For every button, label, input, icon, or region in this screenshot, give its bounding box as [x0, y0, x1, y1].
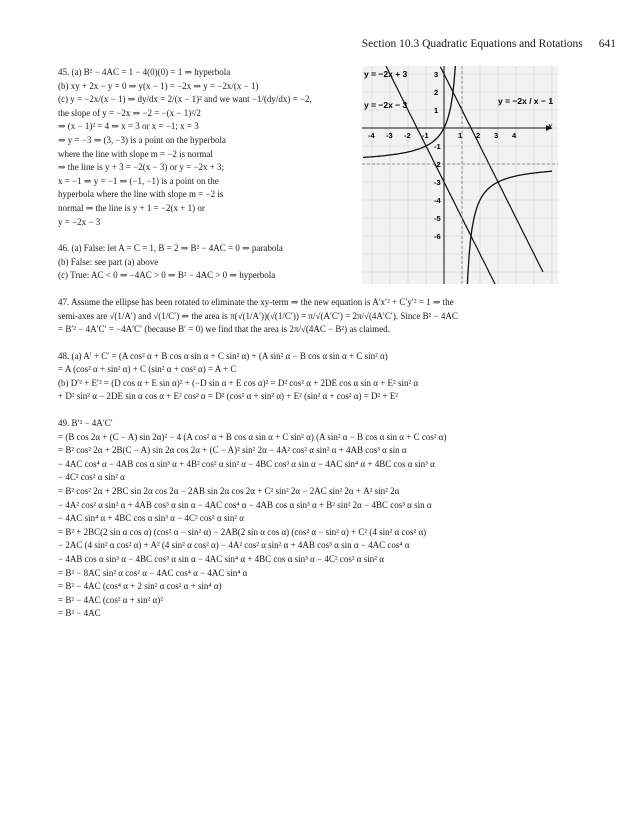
- text-line: = A (cos² α + sin² α) + C (sin² α + cos² α) = A + C: [58, 364, 237, 375]
- tick-label-x: -3: [386, 131, 393, 140]
- tick-label-y: 1: [434, 106, 439, 115]
- tick-label-y: 3: [434, 70, 439, 79]
- page-header: [362, 38, 616, 50]
- text-line: 45. (a) B² − 4AC = 1 − 4(0)(0) = 1 ⇒ hyperbola: [58, 67, 231, 77]
- tick-label-y: -5: [434, 214, 441, 223]
- tick-label-x: 1: [458, 131, 463, 140]
- tick-label-y: -6: [434, 232, 441, 241]
- text-line: 49. B′² − 4A′C′: [58, 418, 113, 429]
- label-hyperbola: y = −2x / x − 1: [498, 96, 554, 106]
- text-line: (c) y = −2x/(x − 1) ⇒ dy/dx = 2/(x − 1)² and we want −1/(dy/dx) = −2,: [58, 94, 312, 105]
- text-line: y = −2x − 3: [58, 216, 101, 227]
- tick-label-x: 4: [512, 131, 517, 140]
- text-line: − 4AC sin⁴ α + 4BC cos α sin³ α − 4C² cos² α sin² α: [58, 513, 244, 524]
- text-line: semi-axes are √(1/A′) and √(1/C′) ⇒ the area is π(√(1/A′))(√(1/C′)) = π/√(A′C′) = 2π/√(4A′C′). Since B² − 4AC: [58, 310, 458, 321]
- tick-label-x: -4: [368, 131, 375, 140]
- text-line: + D² sin² α − 2DE sin α cos α + E² cos² α = D² (cos² α + sin² α) + E² (sin² α + cos² α) = D² + E²: [58, 391, 399, 402]
- text-line: hyperbola where the line with slope m = −2 is: [58, 189, 224, 200]
- text-line: where the line with slope m = −2 is normal: [58, 148, 213, 159]
- spacer: [58, 337, 618, 350]
- tick-label-y: -1: [434, 142, 441, 151]
- text-line: (b) xy + 2x − y = 0 ⇒ y(x − 1) = −2x ⇒ y = −2x/(x − 1): [58, 80, 259, 91]
- spacer: [58, 283, 618, 296]
- tick-label-x: -2: [404, 131, 411, 140]
- text-line: − 2AC (4 sin² α cos² α) + A² (4 sin² α cos² α) − 4A² cos² α sin² α + 4AB cos³ α sin α − 4AC cos⁴ α: [58, 540, 410, 551]
- tick-label-y: -4: [434, 196, 441, 205]
- spacer: [58, 404, 618, 417]
- text-line: = B² + 2BC(2 sin α cos α) (cos² α − sin² α) − 2AB(2 sin α cos α) (cos² α − sin² α) + C² (4 sin² α cos² α): [58, 526, 427, 537]
- tick-label-y: -3: [434, 178, 441, 187]
- page-number: 641: [598, 38, 616, 50]
- text-line: = B² cos² 2α + 2B(C − A) sin 2α cos 2α + (C − A)² sin² 2α − 4A² cos² α sin² α + 4AB cos³ α sin α: [58, 445, 407, 456]
- axis-label-x: x: [548, 121, 553, 131]
- solutions-text: [58, 66, 618, 621]
- text-line: (b) D′² + E′² = (D cos α + E sin α)² + (−D sin α + E cos α)² = D² cos² α + 2DE cos α sin α + E² sin² α: [58, 377, 419, 388]
- text-line: = B² − 4AC (cos² α + sin² α)²: [58, 594, 163, 605]
- text-line: = B² − 8AC sin² α cos² α − 4AC cos⁴ α − 4AC sin⁴ α: [58, 567, 248, 578]
- text-line: ⇒ y = −3 ⇒ (3, −3) is a point on the hyperbola: [58, 134, 227, 145]
- text-line: − 4AC cos⁴ α − 4AB cos α sin³ α + 4B² cos² α sin² α − 4BC cos³ α sin α − 4AC sin⁴ α + 4BC cos α sin³ α: [58, 458, 435, 469]
- text-line: (c) True: AC < 0 ⇒ −4AC > 0 ⇒ B² − 4AC > 0 ⇒ hyperbola: [58, 270, 276, 281]
- label-line-mid: y = −2x − 3: [364, 100, 408, 110]
- text-line: normal ⇒ the line is y + 1 = −2(x + 1) or: [58, 202, 205, 213]
- tick-label-x: -1: [422, 131, 429, 140]
- text-line: the slope of y = −2x ⇒ −2 = −(x − 1)²/2: [58, 107, 201, 118]
- tick-label-x: 3: [494, 131, 499, 140]
- text-line: x = −1 ⇒ y = −1 ⇒ (−1, −1) is a point on the: [58, 175, 219, 186]
- text-line: ⇒ (x − 1)² = 4 ⇒ x = 3 or x = −1; x = 3: [58, 121, 199, 132]
- text-line: = B² − 4AC: [58, 608, 101, 619]
- label-line-top: y = −2x + 3: [364, 69, 408, 79]
- text-line: 46. (a) False: let A = C = 1, B = 2 ⇒ B² − 4AC = 0 ⇒ parabola: [58, 243, 283, 254]
- tick-label-x: 2: [476, 131, 481, 140]
- text-line: − 4C² cos² α sin² α: [58, 472, 125, 483]
- text-line: − 4A² cos² α sin² α + 4AB cos³ α sin α − 4AC cos⁴ α − 4AB cos α sin³ α + B² sin² 2α − 4BC cos³ α sin α: [58, 499, 432, 510]
- text-line: = B² − 4AC (cos⁴ α + 2 sin² α cos² α + sin⁴ α): [58, 581, 222, 592]
- tick-label-y: 2: [434, 88, 439, 97]
- text-line: = B′² − 4A′C′ = −4A′C′ (because B′ = 0) we find that the area is 2π/√(4AC − B²) as claimed.: [58, 324, 390, 335]
- text-line: = B² cos² 2α + 2BC sin 2α cos 2α − 2AB sin 2α cos 2α + C² sin² 2α − 2AC sin² 2α + A² sin² 2α: [58, 486, 400, 497]
- text-line: − 4AB cos α sin³ α − 4BC cos³ α sin α − 4AC sin⁴ α + 4BC cos α sin³ α − 4C² cos² α sin² α: [58, 554, 384, 564]
- spacer: [58, 229, 618, 242]
- text-line: 48. (a) A′ + C′ = (A cos² α + B cos α sin α + C sin² α) + (A sin² α − B cos α sin α + C sin² α): [58, 350, 388, 361]
- text-line: ⇒ the line is y + 3 = −2(x − 3) or y = −2x + 3;: [58, 162, 225, 173]
- section-title: Section 10.3 Quadratic Equations and Rotations: [361, 38, 583, 50]
- tick-label-y: -2: [434, 160, 441, 169]
- text-line: 47. Assume the ellipse has been rotated to eliminate the xy-term ⇒ the new equation is A′x′² + C′y′² = 1 ⇒ the: [58, 296, 454, 307]
- text-line: = (B cos 2α + (C − A) sin 2α)² − 4 (A cos² α + B cos α sin α + C sin² α) (A sin² α − B cos α sin α + C cos² α): [58, 431, 447, 442]
- text-line: (b) False: see part (a) above: [58, 256, 159, 267]
